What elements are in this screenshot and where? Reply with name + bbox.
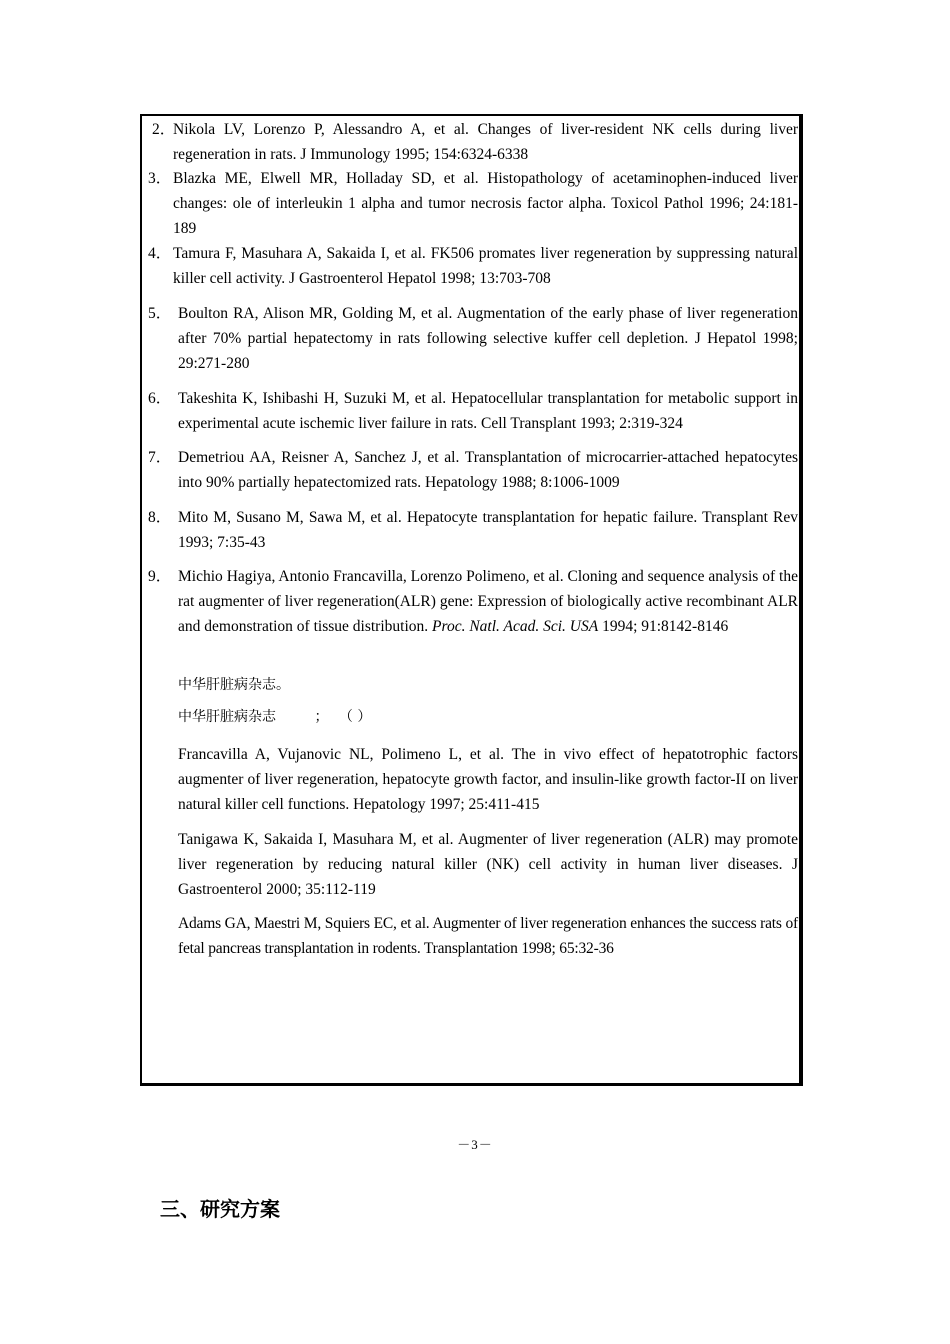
reference-text: Boulton RA, Alison MR, Golding M, et al. Augmentation of the early phase of liver regeneration after 70% partial hepatectomy in rats following selective kuffer cell depletion. J Hepatol 1998; 29:271-280 [178, 305, 798, 372]
reference-text: Demetriou AA, Reisner A, Sanchez J, et al. Transplantation of microcarrier-attached hepatocytes into 90% partially hepatectomized rats. Hepatology 1988; 8:1006-1009 [178, 449, 798, 491]
extra-reference: Adams GA, Maestri M, Squiers EC, et al. Augmenter of liver regeneration enhances the success rats of fetal pancreas transplantation in rodents. Transplantation 1998; 65:32-36 [178, 915, 798, 957]
extra-reference: Tanigawa K, Sakaida I, Masuhara M, et al. Augmenter of liver regeneration (ALR) may promote liver regeneration by reducing natural killer (NK) cell activity in human liver diseases. J Gastroenterol 2000; 35:112-119 [178, 831, 798, 898]
chinese-journal-name: 中华肝脏病杂志 [178, 709, 276, 725]
reference-text: Mito M, Susano M, Sawa M, et al. Hepatocyte transplantation for hepatic failure. Transplant Rev 1993; 7:35-43 [178, 509, 798, 551]
reference-number: 9． [148, 568, 172, 585]
page-number: －3－ [457, 1137, 493, 1152]
reference-text: Tamura F, Masuhara A, Sakaida I, et al. FK506 promates liver regeneration by suppressing natural killer cell activity. J Gastroenterol Hepatol 1998; 13:703-708 [173, 245, 798, 287]
reference-item [148, 445, 798, 495]
extra-reference: Francavilla A, Vujanovic NL, Polimeno L, et al. The in vivo effect of hepatotrophic factors augmenter of liver regeneration, hepatocyte growth factor, and insulin-like growth factor-II on liver natural killer cell functions. Hepatology 1997; 25:411-415 [178, 746, 798, 813]
reference-item [148, 301, 798, 376]
reference-journal: Proc. Natl. Acad. Sci. USA [432, 618, 599, 635]
chinese-parens: （ ） [338, 709, 372, 725]
reference-item [148, 564, 798, 639]
chinese-journal-line: 中华肝脏病杂志。 [178, 677, 290, 693]
section-heading: 三、研究方案 [160, 1197, 280, 1221]
chinese-journal-line-2 [178, 705, 371, 730]
reference-tail: 1994; 91:8142-8146 [602, 618, 729, 635]
reference-item [148, 505, 798, 555]
reference-item [148, 166, 798, 241]
reference-text: Blazka ME, Elwell MR, Holladay SD, et al. Histopathology of acetaminophen-induced liver changes: ole of interleukin 1 alpha and tumor necrosis factor alpha. Toxicol Pathol 1996; 24:181-189 [173, 170, 798, 237]
reference-number: 3． [148, 170, 172, 187]
reference-number: 5． [148, 305, 172, 322]
reference-number: 7． [148, 449, 172, 466]
reference-number: 6． [148, 390, 172, 407]
reference-item [152, 117, 798, 167]
reference-number: 4． [148, 245, 172, 262]
reference-text [178, 564, 798, 639]
reference-text: Takeshita K, Ishibashi H, Suzuki M, et al. Hepatocellular transplantation for metabolic support in experimental acute ischemic liver failure in rats. Cell Transplant 1993; 2:319-324 [178, 390, 798, 432]
reference-number: 2． [152, 121, 176, 138]
reference-text: Nikola LV, Lorenzo P, Alessandro A, et al. Changes of liver-resident NK cells during liver regeneration in rats. J Immunology 1995; 154:6324-6338 [173, 121, 798, 163]
reference-item [148, 386, 798, 436]
chinese-semicolon: ； [314, 709, 329, 725]
reference-number: 8． [148, 509, 172, 526]
reference-item [148, 241, 798, 291]
reference-body: Michio Hagiya, Antonio Francavilla, Lorenzo Polimeno, et al. Cloning and sequence analysis of the rat augmenter of liver regeneration(ALR) gene: Expression of biologically active recombinant ALR and demonstration of tissue distribution. [178, 568, 798, 635]
